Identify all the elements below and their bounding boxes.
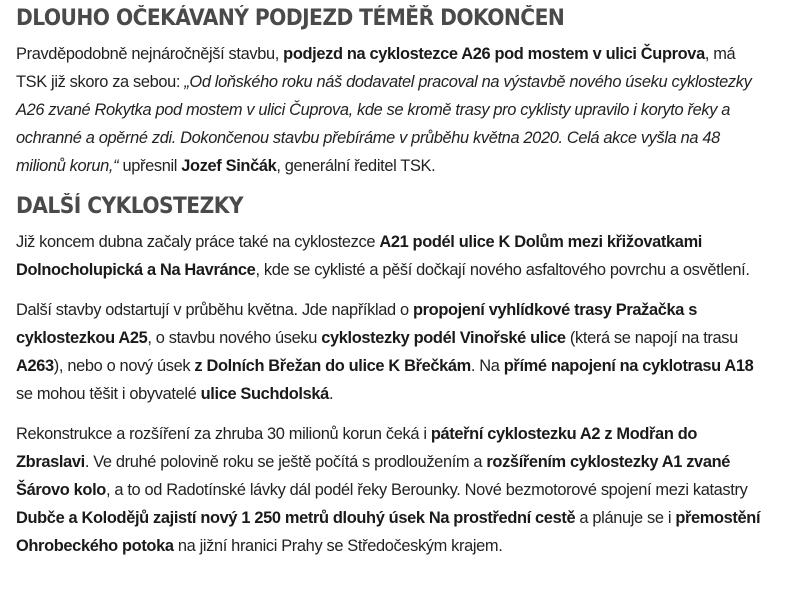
body-text: Rekonstrukce a rozšíření za zhruba 30 milionů korun čeká i <box>16 425 431 443</box>
body-text: Další stavby odstartují v průběhu května. Jde například o <box>16 301 413 319</box>
bold-text: A263 <box>16 357 54 375</box>
bold-text: přemostění Ohrobeckého potoka <box>16 509 761 555</box>
body-text: Pravděpodobně nejnáročnější stavbu, <box>16 45 284 63</box>
bold-text: rozšířením cyklostezky A1 zvané Šárovo kolo <box>16 453 731 499</box>
body-text: Již koncem dubna začaly práce také na cyklostezce <box>16 233 380 251</box>
paragraph-rekonstrukce <box>16 420 767 560</box>
body-text: . Ve druhé polovině roku se ještě počítá s prodloužením a <box>84 453 487 471</box>
body-text: , kde se cyklisté a pěší dočkají nového asfaltového povrchu a osvětlení. <box>255 261 750 279</box>
body-text: upřesnil <box>118 157 182 175</box>
bold-text: ulice Suchdolská <box>200 385 329 403</box>
paragraph-podjezd <box>16 40 767 180</box>
quote-text: „Od loňského roku náš dodavatel pracoval na výstavbě nového úseku cyklostezky A26 zvané Rokytka pod mostem v ulici Čuprova, kde se kromě trasy pro cyklisty upravilo i koryto řeky a ochranné a opěrné zdi. Dokončenou stavbu přebíráme v průběhu května 2020. Celá akce vyšla na 48 milionů korun,“ <box>16 73 752 175</box>
body-text: a plánuje se i <box>575 509 676 527</box>
body-text: , má TSK již skoro za sebou: <box>16 45 736 91</box>
body-text: , o stavbu nového úseku <box>147 329 322 347</box>
body-text: , a to od Radotínské lávky dál podél řeky Berounky. Nové bezmotorové spojení mezi katastry <box>105 481 748 499</box>
body-text: , generální ředitel TSK. <box>276 157 436 175</box>
bold-text: propojení vyhlídkové trasy Pražačka s cyklostezkou A25 <box>16 301 698 347</box>
body-text: se mohou těšit i obyvatelé <box>16 385 201 403</box>
bold-text: Dubče a Kolodějů zajistí nový 1 250 metrů dlouhý úsek Na prostřední cestě <box>16 509 576 527</box>
paragraph-a21 <box>16 228 767 284</box>
bold-text: Jozef Sinčák <box>181 157 277 175</box>
body-text: ), nebo o nový úsek <box>53 357 195 375</box>
bold-text: z Dolních Břežan do ulice K Břečkám <box>194 357 471 375</box>
section-heading-dalsi-cyklostezky: DALŠÍ CYKLOSTEZKY <box>16 194 243 219</box>
paragraph-kveten-stavby <box>16 296 767 408</box>
bold-text: A21 podél ulice K Dolům mezi křižovatkami Dolnocholupická a Na Havránce <box>16 233 702 279</box>
bold-text: podjezd na cyklostezce A26 pod mostem v ulici Čuprova <box>283 45 705 63</box>
bold-text: přímé napojení na cyklotrasu A18 <box>503 357 754 375</box>
body-text: na jižní hranici Prahy se Středočeským krajem. <box>173 537 503 555</box>
body-text: . <box>328 385 334 403</box>
section-heading-podjezd: DLOUHO OČEKÁVANÝ PODJEZD TÉMĚŘ DOKONČEN <box>16 6 565 31</box>
body-text: (která se napojí na trasu <box>565 329 738 347</box>
bold-text: cyklostezky podél Vinořské ulice <box>321 329 566 347</box>
body-text: . Na <box>470 357 504 375</box>
bold-text: páteřní cyklostezku A2 z Modřan do Zbraslavi <box>16 425 698 471</box>
